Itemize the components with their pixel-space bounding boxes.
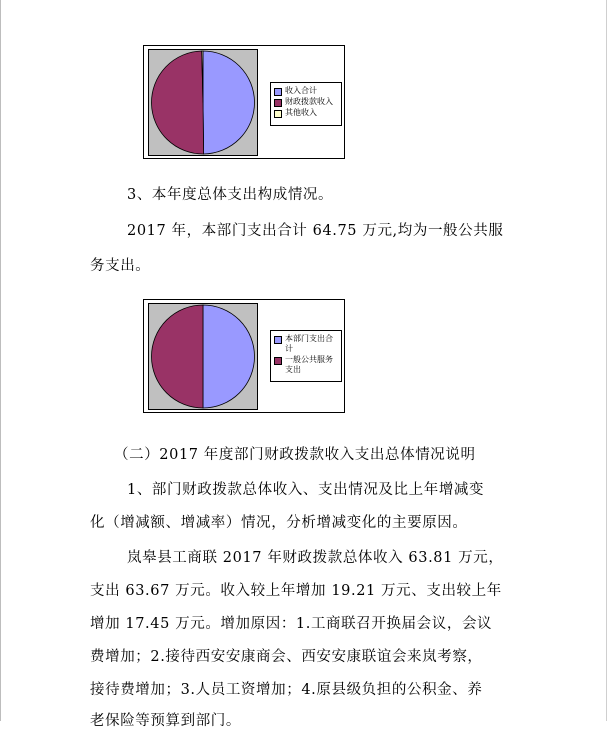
income-pie-legend (270, 82, 342, 126)
legend-swatch (274, 99, 282, 107)
body-line5: 接待费增加；3.人员工资增加；4.原县级负担的公积金、养 (90, 682, 483, 698)
section3-body-line1: 2017 年，本部门支出合计 64.75 万元,均为一般公共服 (127, 223, 504, 239)
item1-line1: 1、部门财政拨款总体收入、支出情况及比上年增减变 (127, 482, 485, 498)
income-pie-chart (143, 45, 345, 159)
legend-label: 收入合计 (285, 86, 317, 95)
expenditure-pie-svg (149, 304, 257, 409)
legend-item-fiscal-income (274, 97, 338, 107)
page-left-edge (0, 0, 1, 721)
pie-slice-1 (203, 305, 255, 408)
legend-item-other-income (274, 108, 338, 118)
expenditure-pie-plot-area (148, 303, 258, 410)
body-line2: 支出 63.67 万元。收入较上年增加 19.21 万元、支出较上年 (90, 583, 502, 599)
body-line4: 费增加；2.接待西安安康商会、西安安康联谊会来岚考察， (90, 649, 483, 665)
part2-heading: （二）2017 年度部门财政拨款收入支出总体情况说明 (114, 447, 476, 463)
legend-swatch (274, 88, 282, 96)
section3-heading: 3、本年度总体支出构成情况。 (127, 187, 334, 203)
legend-item-total-income (274, 86, 338, 96)
page-right-edge (606, 0, 607, 721)
legend-item-public-service (274, 355, 338, 375)
legend-label: 本部门支出合计 (285, 334, 333, 353)
expenditure-pie-legend (270, 330, 342, 382)
body-line1: 岚皋县工商联 2017 年财政拨款总体收入 63.81 万元， (127, 550, 504, 566)
legend-label: 一般公共服务支出 (285, 355, 333, 374)
legend-label: 其他收入 (285, 108, 317, 117)
income-pie-svg (149, 50, 257, 155)
expenditure-pie-chart (143, 299, 345, 413)
pie-slice-1 (203, 51, 255, 154)
body-line6: 老保险等预算到部门。 (90, 713, 241, 729)
legend-swatch (274, 336, 282, 344)
legend-swatch (274, 110, 282, 118)
body-line3: 增加 17.45 万元。增加原因：1.工商联召开换届会议，会议 (90, 616, 493, 632)
legend-item-total-expenditure (274, 334, 338, 354)
pie-slice-2 (151, 51, 203, 154)
section3-body-line2: 务支出。 (90, 258, 151, 274)
pie-slice-2 (152, 305, 204, 408)
legend-swatch (274, 357, 282, 365)
item1-line2: 化（增减额、增减率）情况，分析增减变化的主要原因。 (90, 515, 468, 531)
income-pie-plot-area (148, 49, 258, 156)
legend-label: 财政拨款收入 (285, 97, 333, 106)
